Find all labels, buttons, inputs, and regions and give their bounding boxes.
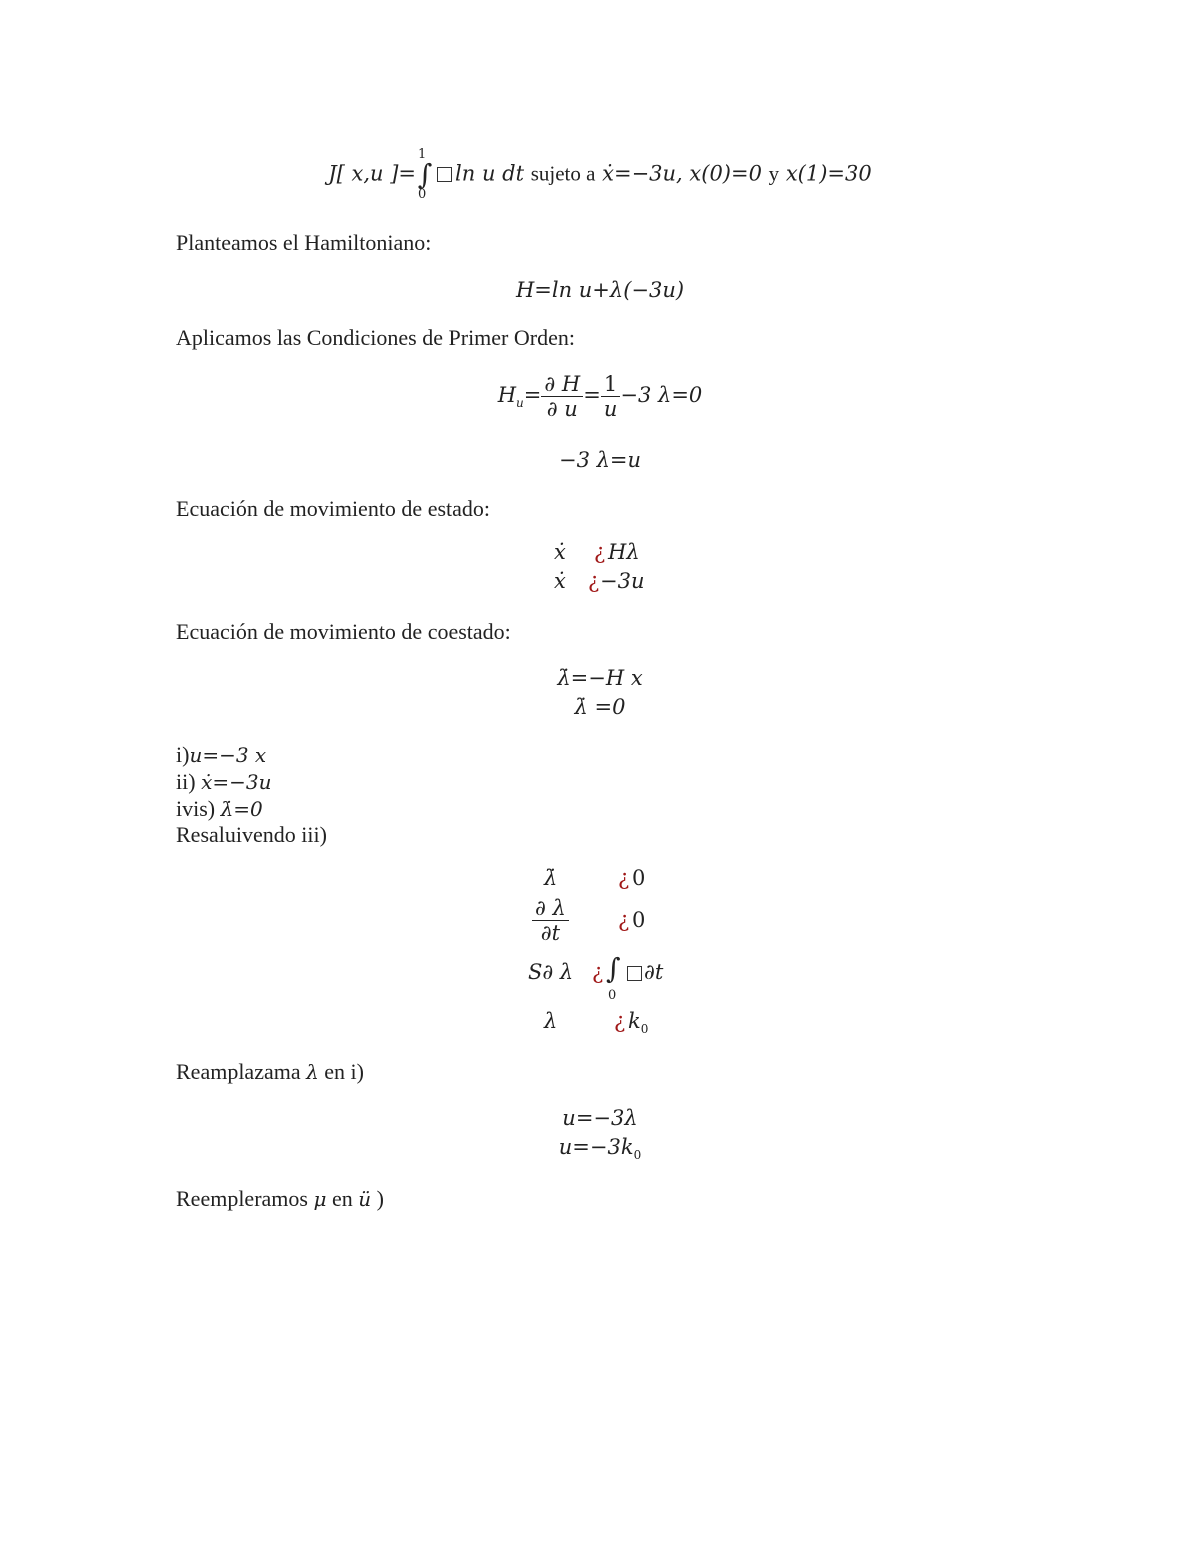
replace-equation-1: u=−3λ	[562, 1106, 638, 1130]
connector-text: sujeto a	[530, 161, 596, 186]
item-iii	[176, 796, 263, 822]
replace-2-body: u=−3k	[558, 1135, 634, 1159]
problem-statement	[0, 147, 1200, 202]
hamiltonian-equation: H=ln u+λ(−3u)	[515, 278, 685, 302]
solve-3-lhs: S∂ λ	[528, 960, 574, 984]
hu-subscript: u	[516, 396, 524, 410]
integral-lower-limit: 0	[418, 187, 427, 202]
reciprocal-numerator: 1	[601, 372, 621, 397]
integral-lower-limit: 0	[608, 988, 617, 1003]
placeholder-box-icon	[627, 966, 642, 981]
item-i-equation: u=−3 x	[189, 743, 267, 767]
hu-lhs: H	[497, 383, 517, 407]
terminal-condition: x(1)=30	[785, 161, 872, 186]
solve-3-rhs: ∂t	[644, 960, 664, 984]
hamiltonian-intro: Planteamos el Hamiltoniano:	[176, 230, 432, 255]
solve-2-denominator: ∂t	[540, 921, 561, 945]
item-ii	[176, 769, 271, 795]
replace-lambda-prefix: Reamplazama	[176, 1059, 301, 1084]
placeholder-box-icon	[437, 167, 452, 182]
error-glyph: ¿	[618, 866, 630, 890]
item-ii-label: ii)	[176, 769, 196, 794]
reciprocal-denominator: u	[603, 397, 618, 421]
integral-upper-limit: 1	[418, 147, 427, 162]
replace-lambda-suffix: en i)	[324, 1059, 364, 1084]
solve-1-rhs: 0	[632, 866, 646, 890]
item-iii-label: ivis)	[176, 796, 216, 821]
state-constraint: ẋ=−3u, x(0)=0	[602, 161, 762, 186]
replace-equation-2	[0, 1135, 1200, 1162]
replace-lambda-line	[176, 1059, 364, 1085]
state-1-rhs: Hλ	[608, 540, 640, 564]
replace-mu-prefix: Reempleramos	[176, 1186, 308, 1211]
solve-2-rhs: 0	[632, 908, 646, 932]
partial-denominator: ∂ u	[546, 397, 578, 421]
state-2-rhs: −3u	[600, 569, 645, 593]
integral-sign: ∫ 1 0	[416, 160, 434, 190]
state-eq-2	[554, 569, 645, 593]
u-double-dot-symbol: ü	[358, 1187, 372, 1211]
item-i-label: i)	[176, 742, 190, 767]
replace-2-subscript: 0	[633, 1148, 642, 1162]
error-glyph: ¿	[618, 908, 630, 932]
item-ii-equation: ẋ=−3u	[201, 770, 272, 794]
solving-block	[520, 866, 690, 1036]
solve-4-lhs: λ	[544, 1009, 558, 1033]
error-glyph: ¿	[592, 960, 604, 984]
error-glyph: ¿	[614, 1009, 626, 1033]
costate-equation-2: λ̇ =0	[574, 695, 626, 719]
state-1-lhs: ẋ	[554, 540, 566, 564]
integral-sign: ∫	[606, 952, 621, 985]
solving-label: Resaluivendo iii)	[176, 822, 327, 847]
first-order-condition: $H_u=$ $\frac{\partial H}{\partial u}$ = $\frac{1}{u}$ −3 λ=0	[497, 372, 703, 421]
solve-2-fraction	[532, 896, 569, 945]
solve-2-numerator: ∂ λ	[532, 896, 569, 921]
integrand: ln u dt	[455, 161, 525, 186]
item-i	[176, 742, 266, 768]
connector-y: y	[768, 161, 780, 186]
first-order-intro: Aplicamos las Condiciones de Primer Orden:	[176, 325, 575, 350]
state-2-lhs: ẋ	[554, 569, 566, 593]
costate-equation-1: λ̇=−H x	[557, 666, 643, 690]
functional-lhs: J[ x,u ]=	[328, 161, 417, 186]
reciprocal-fraction	[601, 372, 621, 421]
foc-result: −3 λ=u	[558, 448, 642, 472]
replace-mu-line	[176, 1186, 384, 1212]
solve-4-subscript: 0	[640, 1022, 649, 1036]
hu-rhs: −3 λ=0	[620, 383, 703, 407]
error-glyph: ¿	[594, 540, 606, 564]
solve-1-lhs: λ̇	[544, 866, 558, 890]
replace-mu-suffix: )	[376, 1186, 384, 1211]
error-glyph: ¿	[588, 569, 600, 593]
replace-mu-mid: en	[331, 1186, 353, 1211]
partial-numerator: ∂ H	[541, 372, 583, 397]
mu-symbol: μ	[313, 1187, 327, 1211]
lambda-symbol: λ	[306, 1060, 319, 1084]
partial-fraction	[541, 372, 583, 421]
costate-motion-intro: Ecuación de movimiento de coestado:	[176, 619, 511, 644]
solve-4-k: k	[628, 1009, 641, 1033]
state-motion-intro: Ecuación de movimiento de estado:	[176, 496, 491, 521]
state-eq-1	[554, 540, 640, 564]
item-iii-equation: λ̇=0	[220, 797, 263, 821]
solve-4-rhs	[628, 1009, 648, 1036]
